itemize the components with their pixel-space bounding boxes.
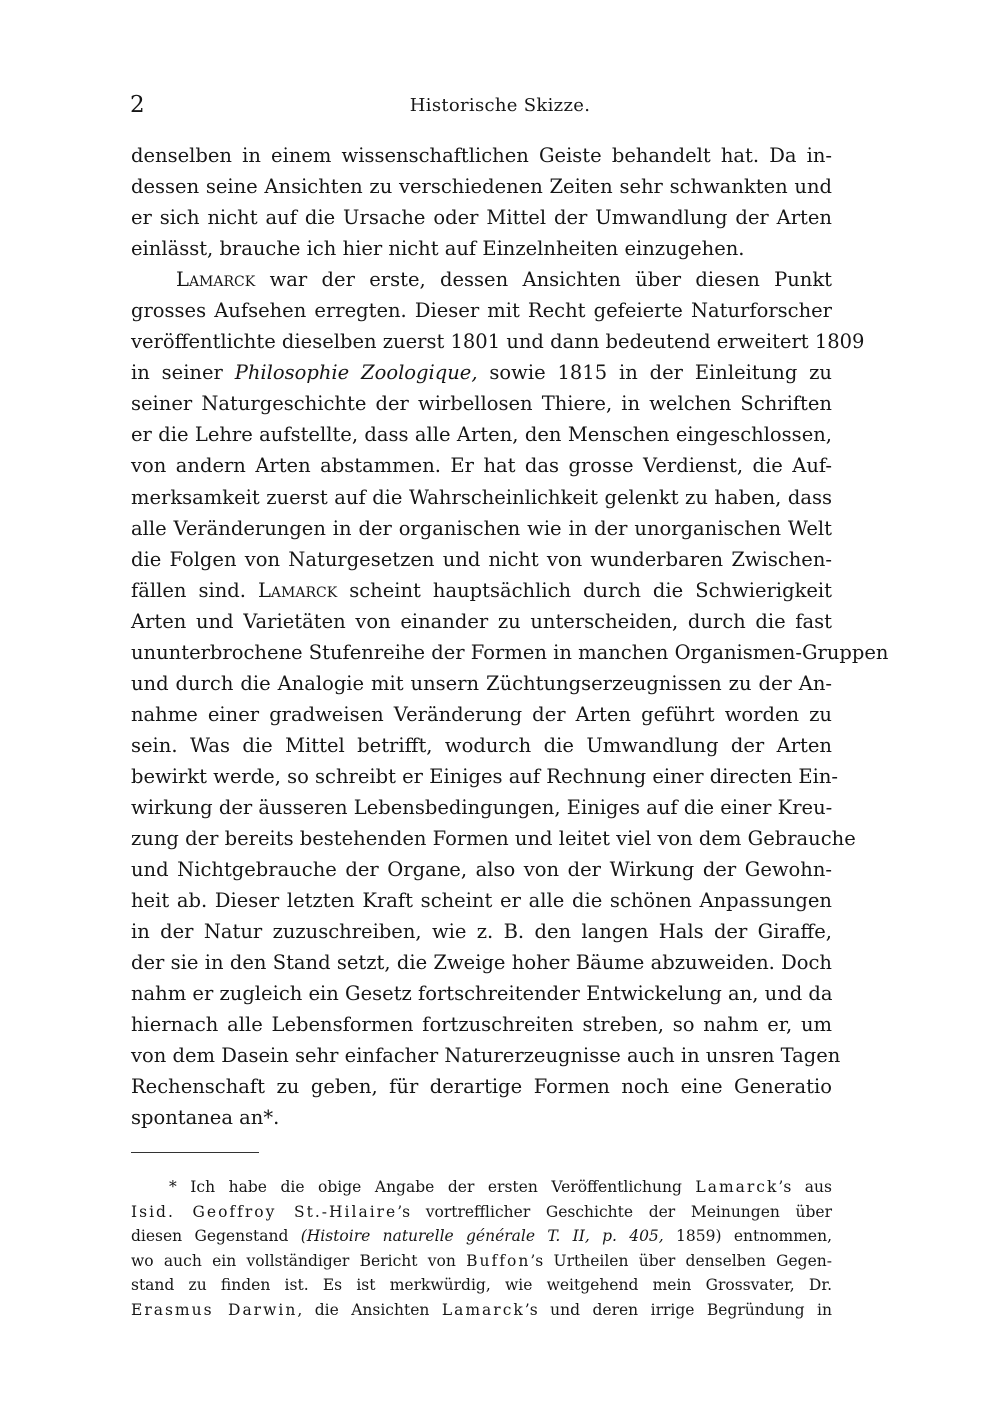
text-line: Rechenschaft zu geben, für derartige Formen noch eine Generatio bbox=[131, 1075, 832, 1099]
text-fragment: diesen Gegenstand bbox=[131, 1227, 301, 1246]
footnote bbox=[131, 1175, 832, 1323]
footnote-line bbox=[131, 1175, 832, 1200]
book-title: Philosophie Zoologique, bbox=[234, 361, 478, 385]
text-line: dessen seine Ansichten zu verschiedenen Zeiten sehr schwankten und bbox=[131, 175, 832, 199]
text-line: grosses Aufsehen erregten. Dieser mit Recht gefeierte Naturforscher bbox=[131, 299, 832, 323]
text-line: alle Veränderungen in der organischen wie in der unorganischen Welt bbox=[131, 516, 832, 540]
text-line: und Nichtgebrauche der Organe, also von der Wirkung der Gewohn- bbox=[131, 858, 832, 882]
text-line bbox=[131, 575, 832, 606]
text-fragment: wo auch ein vollständiger Bericht von bbox=[131, 1251, 467, 1270]
body-paragraphs bbox=[131, 140, 889, 1134]
footnote-line bbox=[131, 1298, 832, 1323]
text-line: nahm er zugleich ein Gesetz fortschreitender Entwickelung an, und da bbox=[131, 982, 833, 1006]
footnote-line bbox=[131, 1224, 832, 1249]
text-line bbox=[131, 264, 832, 295]
running-title: Historische Skizze. bbox=[409, 95, 591, 116]
author-name-lamarck: Lamarck bbox=[257, 578, 338, 602]
text-line: zung der bereits bestehenden Formen und leitet viel von dem Gebrauche bbox=[131, 827, 856, 851]
text-line: von andern Arten abstammen. Er hat das grosse Verdienst, die Auf- bbox=[131, 454, 832, 478]
spaced-name: Lamarck bbox=[441, 1300, 525, 1319]
text-line: Arten und Varietäten von einander zu unterscheiden, durch die fast bbox=[131, 609, 832, 633]
text-fragment: fällen sind. bbox=[131, 578, 258, 602]
text-line: sein. Was die Mittel betrifft, wodurch die Umwandlung der Arten bbox=[131, 733, 832, 757]
text-fragment: ’s Urtheilen über denselben Gegen- bbox=[530, 1251, 832, 1270]
text-line: wirkung der äusseren Lebensbedingungen, Einiges auf die einer Kreu- bbox=[131, 795, 833, 819]
spaced-name: Erasmus Darwin bbox=[131, 1300, 298, 1319]
spaced-name: Buffon bbox=[466, 1251, 531, 1270]
text-fragment: ’s und deren irrige Begründung in bbox=[524, 1300, 832, 1319]
text-line: seiner Naturgeschichte der wirbellosen Thiere, in welchen Schriften bbox=[131, 392, 832, 416]
text-line: veröffentlichte dieselben zuerst 1801 und dann bedeutend erweitert 1809 bbox=[131, 330, 865, 354]
text-line: nahme einer gradweisen Veränderung der Arten geführt worden zu bbox=[131, 702, 832, 726]
text-line: er die Lehre aufstellte, dass alle Arten, den Menschen eingeschlossen, bbox=[131, 423, 832, 447]
spaced-name: Lamarck bbox=[695, 1178, 779, 1196]
text-line: und durch die Analogie mit unsern Züchtungserzeugnissen zu der An- bbox=[131, 671, 832, 695]
footnote-divider bbox=[131, 1152, 259, 1153]
text-line: spontanea an*. bbox=[131, 1106, 280, 1130]
text-line: einlässt, brauche ich hier nicht auf Einzelnheiten einzugehen. bbox=[131, 237, 745, 261]
text-fragment: in seiner bbox=[131, 361, 235, 385]
text-line bbox=[131, 357, 832, 388]
text-fragment: * Ich habe die obige Angabe der ersten Veröffentlichung bbox=[169, 1178, 696, 1196]
text-line: merksamkeit zuerst auf die Wahrscheinlichkeit gelenkt zu haben, dass bbox=[131, 485, 832, 509]
citation-title: (Histoire naturelle générale T. II, p. 405, bbox=[300, 1227, 664, 1246]
text-fragment: ’s vortrefflicher Geschichte der Meinungen über bbox=[397, 1202, 832, 1221]
text-fragment: , die Ansichten bbox=[297, 1300, 442, 1319]
text-line: ununterbrochene Stufenreihe der Formen in manchen Organismen-Gruppen bbox=[131, 640, 889, 664]
text-fragment: war der erste, dessen Ansichten über diesen Punkt bbox=[255, 268, 832, 292]
text-line: er sich nicht auf die Ursache oder Mittel der Umwandlung der Arten bbox=[131, 206, 832, 230]
text-fragment: ’s aus bbox=[778, 1178, 832, 1196]
footnote-line: stand zu finden ist. Es ist merkwürdig, wie weitgehend mein Grossvater, Dr. bbox=[131, 1276, 832, 1295]
text-fragment: scheint hauptsächlich durch die Schwierigkeit bbox=[337, 578, 832, 602]
text-line: der sie in den Stand setzt, die Zweige hoher Bäume abzuweiden. Doch bbox=[131, 951, 832, 975]
text-line: von dem Dasein sehr einfacher Naturerzeugnisse auch in unsren Tagen bbox=[131, 1044, 841, 1068]
footnote-line bbox=[131, 1249, 832, 1274]
text-fragment: sowie 1815 in der Einleitung zu bbox=[477, 361, 832, 385]
page-number: 2 bbox=[130, 92, 145, 118]
text-line: denselben in einem wissenschaftlichen Geiste behandelt hat. Da in- bbox=[131, 144, 832, 167]
text-line: die Folgen von Naturgesetzen und nicht von wunderbaren Zwischen- bbox=[131, 547, 832, 571]
text-line: hiernach alle Lebensformen fortzuschreiten streben, so nahm er, um bbox=[131, 1013, 832, 1037]
spaced-name: Isid. Geoffroy St.-Hilaire bbox=[131, 1202, 398, 1221]
author-name-lamarck: Lamarck bbox=[176, 268, 256, 292]
text-fragment: 1859) entnommen, bbox=[663, 1227, 832, 1246]
footnote-line bbox=[131, 1200, 832, 1225]
text-line: bewirkt werde, so schreibt er Einiges auf Rechnung einer directen Ein- bbox=[131, 764, 839, 788]
text-line: heit ab. Dieser letzten Kraft scheint er alle die schönen Anpassungen bbox=[131, 889, 832, 913]
text-line: in der Natur zuzuschreiben, wie z. B. den langen Hals der Giraffe, bbox=[131, 920, 832, 944]
